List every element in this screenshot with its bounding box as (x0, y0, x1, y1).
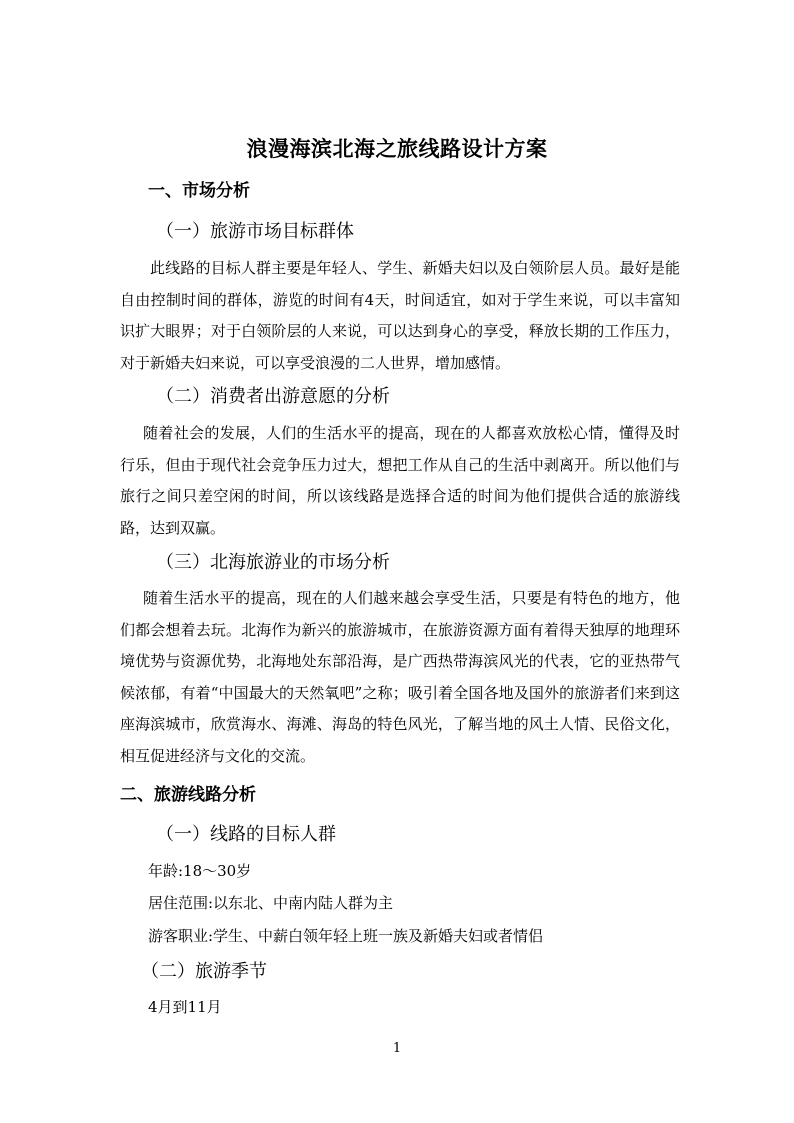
section-1-3-paragraph: 随着生活水平的提高，现在的人们越来越会享受生活，只要是有特色的地方，他们都会想着去玩。北海作为新兴的旅游城市，在旅游资源方面有着得天独厚的地理环境优势与资源优势，北海地处东部沿海，是广西热带海滨风光的代表，它的亚热带气候浓郁，有着“中国最大的天然氧吧”之称；吸引着全国各地及国外的旅游者们来到这座海滨城市，欣赏海水、海滩、海岛的特色风光，了解当地的风土人情、民俗文化，相互促进经济与文化的交流。 (120, 589, 680, 765)
document-title: 浪漫海滨北海之旅线路设计方案 (246, 137, 548, 161)
section-2-1-heading: （一）线路的目标人群 (156, 824, 336, 845)
page-number: 1 (392, 1041, 402, 1056)
section-1-2-paragraph: 随着社会的发展，人们的生活水平的提高，现在的人都喜欢放松心情，懂得及时行乐，但由于现代社会竞争压力过大，想把工作从自己的生活中剥离开。所以他们与旅行之间只差空闲的时间，所以该线路是选择合适的时间为他们提供合适的旅游线路，达到双赢。 (120, 424, 680, 537)
section-1-heading: 一、市场分析 (148, 181, 250, 201)
target-residence: 居住范围:以东北、中南内陆人群为主 (148, 894, 394, 912)
section-1-3-heading: （三）北海旅游业的市场分析 (156, 552, 390, 573)
section-1-1-paragraph: 此线路的目标人群主要是年轻人、学生、新婚夫妇以及白领阶层人员。最好是能自由控制时间的群体，游览的时间有4天，时间适宜，如对于学生来说，可以丰富知识扩大眼界；对于白领阶层的人来说，可以达到身心的享受，释放长期的工作压力，对于新婚夫妇来说，可以享受浪漫的二人世界，增加感情。 (120, 259, 680, 372)
target-age: 年龄:18～30岁 (148, 862, 252, 880)
travel-season: 4月到11月 (148, 998, 222, 1016)
section-1-1-heading: （一）旅游市场目标群体 (156, 221, 354, 242)
target-occupation: 游客职业:学生、中薪白领年轻上班一族及新婚夫妇或者情侣 (148, 927, 544, 945)
section-1-2-heading: （二）消费者出游意愿的分析 (156, 386, 390, 407)
section-2-heading: 二、旅游线路分析 (120, 785, 256, 805)
section-2-2-heading: （二）旅游季节 (141, 961, 267, 982)
